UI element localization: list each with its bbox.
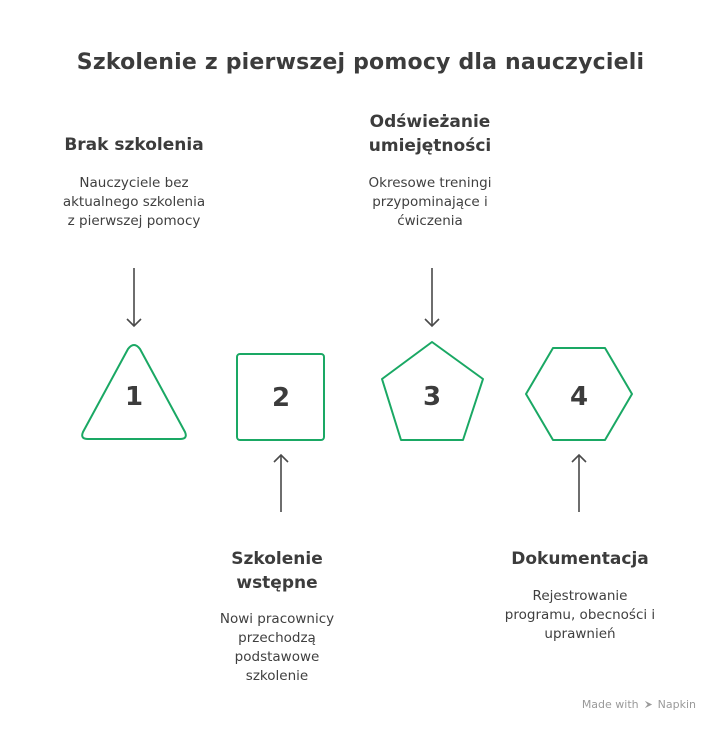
arrow-up-step-4 — [572, 455, 586, 512]
step-1-title: Brak szkolenia — [64, 135, 204, 155]
step-3-description: Okresowe treningi przypominające i ćwiczenia — [368, 175, 492, 229]
step-3-number: 3 — [422, 382, 442, 412]
step-2-description: Nowi pracownicy przechodzą podstawowe szkolenie — [219, 611, 335, 684]
page-title: Szkolenie z pierwszej pomocy dla nauczycieli — [76, 50, 645, 75]
step-2-number: 2 — [271, 383, 291, 413]
brand-label: Napkin — [657, 698, 696, 711]
step-4-description: Rejestrowanie programu, obecności i uprawnień — [504, 588, 656, 642]
arrow-up-step-2 — [274, 455, 288, 512]
arrow-down-step-3 — [425, 268, 439, 326]
step-1-description: Nauczyciele bez aktualnego szkolenia z pierwszej pomocy — [62, 175, 206, 229]
napkin-logo-icon — [643, 699, 654, 710]
step-2-title: Szkolenie wstępne — [231, 549, 323, 593]
step-3-title: Odświeżanie umiejętności — [368, 112, 492, 156]
footer-credit — [582, 698, 696, 711]
step-4-title: Dokumentacja — [511, 549, 649, 569]
made-with-label: Made with — [581, 698, 639, 711]
arrow-down-step-1 — [127, 268, 141, 326]
step-1-number: 1 — [124, 382, 144, 412]
step-4-number: 4 — [569, 382, 589, 412]
